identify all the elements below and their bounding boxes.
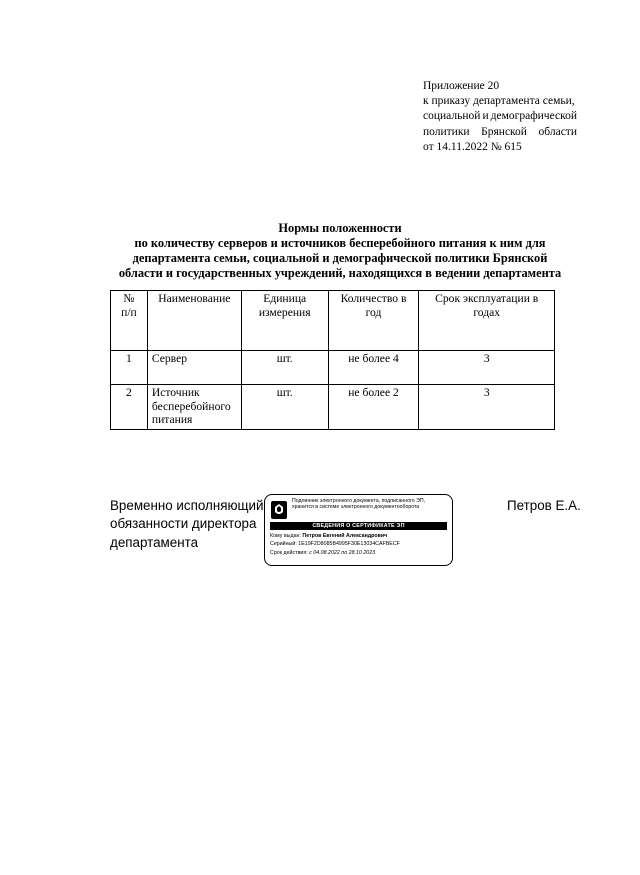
header-number: [111, 291, 148, 351]
title-line: департамента семьи, социальной и демографической политики Брянской: [132, 250, 548, 265]
header-text: годах: [473, 305, 501, 319]
table-row: [111, 351, 555, 385]
serial-label: Серийный:: [270, 541, 297, 548]
document-title: [100, 221, 580, 281]
cell-number: 1: [111, 351, 148, 385]
validity-label: Срок действия:: [270, 549, 308, 556]
stamp-header: [292, 498, 450, 511]
appendix-word: политики: [423, 125, 470, 138]
position-line: департамента: [110, 534, 199, 550]
cell-name: [147, 351, 241, 385]
cell-name: [147, 385, 241, 430]
header-text: год: [365, 305, 382, 319]
appendix-line: к приказу департамента семьи,: [423, 95, 575, 108]
title-line: по количеству серверов и источников бесперебойного питания к ним для: [134, 235, 546, 250]
header-unit: [241, 291, 328, 351]
coat-of-arms-icon: [270, 500, 288, 520]
serial-row: [270, 540, 450, 548]
cell-text: Источник: [151, 386, 200, 399]
appendix-word: социальной: [423, 110, 481, 123]
header-text: Единица: [263, 292, 307, 305]
appendix-word: области: [538, 125, 577, 138]
issued-label: Кому выдан:: [270, 533, 301, 539]
table-header-row: [111, 291, 555, 351]
appendix-block: [423, 79, 577, 155]
certificate-info: [270, 532, 450, 557]
validity-row: [270, 549, 450, 557]
cell-term: 3: [419, 385, 555, 430]
e-signature-stamp: [264, 494, 453, 566]
cell-unit: шт.: [241, 351, 328, 385]
header-text: №: [123, 292, 135, 305]
signatory-name: Петров Е.А.: [507, 498, 581, 513]
cell-quantity: не более 4: [328, 351, 419, 385]
cell-text: питания: [151, 413, 193, 426]
header-text: п/п: [121, 305, 137, 319]
appendix-word: демографической: [490, 110, 577, 123]
stamp-header-line: Подлинник электронного документа, подписанного ЭП,: [292, 498, 426, 504]
serial-value: 1E19F2D8085B4995F30E13034CAFBECF: [298, 541, 400, 548]
header-term: [419, 291, 555, 351]
certificate-bar: СВЕДЕНИЯ О СЕРТИФИКАТЕ ЭП: [270, 522, 447, 530]
table-row: [111, 385, 555, 430]
cell-text: Сервер: [151, 352, 188, 365]
stamp-header-line: хранится в системе электронного документооборота: [292, 504, 420, 511]
cell-number: 2: [111, 385, 148, 430]
issued-value: Петров Евгений Александрович: [302, 533, 388, 539]
header-text: Наименование: [158, 292, 231, 305]
appendix-line: Приложение 20: [423, 80, 500, 92]
signatory-position: [110, 497, 264, 552]
appendix-line: от 14.11.2022 № 615: [423, 140, 522, 153]
header-name: [147, 291, 241, 351]
issued-to-row: [270, 532, 450, 540]
header-quantity: [328, 291, 419, 351]
position-line: обязанности директора: [110, 516, 257, 532]
header-text: Количество в: [340, 292, 407, 305]
appendix-line: [423, 125, 577, 140]
cell-term: 3: [419, 351, 555, 385]
position-line: Временно исполняющий: [110, 498, 264, 513]
title-line: области и государственных учреждений, находящихся в ведении департамента: [118, 265, 562, 280]
title-line: Нормы положенности: [278, 221, 402, 235]
cell-unit: шт.: [241, 385, 328, 430]
norms-table: [110, 290, 555, 430]
appendix-line: [423, 109, 577, 124]
cell-text: бесперебойного: [151, 399, 231, 413]
appendix-word: Брянской: [481, 125, 527, 138]
appendix-word: и: [482, 110, 489, 123]
header-text: Срок эксплуатации в: [435, 292, 539, 305]
header-text: измерения: [258, 305, 311, 319]
cell-quantity: не более 2: [328, 385, 419, 430]
validity-value: с 04.08.2022 по 28.10.2023: [309, 549, 376, 556]
